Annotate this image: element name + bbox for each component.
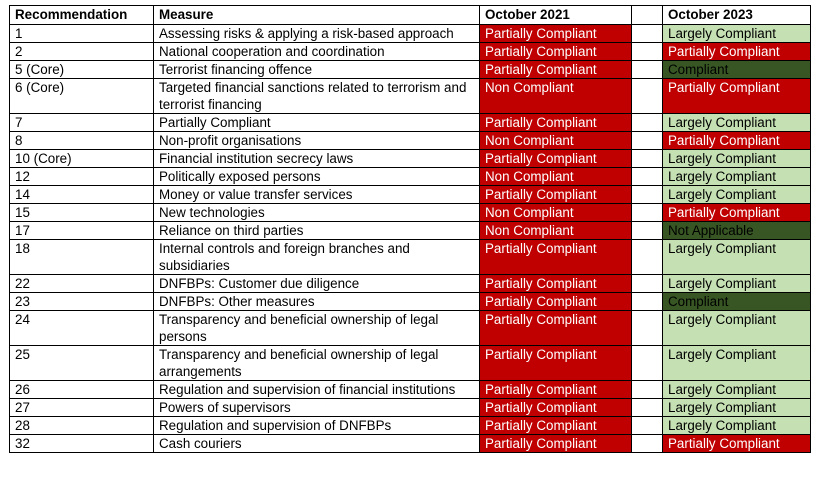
status-october-2021-cell: Partially Compliant [480,275,632,293]
measure-cell: Regulation and supervision of DNFBPs [154,417,480,435]
status-october-2021-cell: Partially Compliant [480,25,632,43]
recommendation-cell: 8 [10,132,154,150]
recommendation-cell: 15 [10,204,154,222]
measure-cell: Cash couriers [154,435,480,453]
status-october-2023-cell: Partially Compliant [663,43,811,61]
status-october-2023-cell: Largely Compliant [663,346,811,381]
status-october-2023-cell: Largely Compliant [663,399,811,417]
spacer-cell [632,293,663,311]
recommendation-cell: 1 [10,25,154,43]
measure-cell: Transparency and beneficial ownership of legal arrangements [154,346,480,381]
status-october-2021-cell: Partially Compliant [480,43,632,61]
measure-cell: Financial institution secrecy laws [154,150,480,168]
spacer-cell [632,132,663,150]
status-october-2023-cell: Largely Compliant [663,186,811,204]
spacer-cell [632,61,663,79]
header-recommendation: Recommendation [10,6,154,25]
status-october-2021-cell: Partially Compliant [480,417,632,435]
header-measure: Measure [154,6,480,25]
spacer-cell [632,43,663,61]
status-october-2021-cell: Partially Compliant [480,114,632,132]
table-row [10,43,811,61]
table-row [10,61,811,79]
status-october-2021-cell: Partially Compliant [480,61,632,79]
table-row [10,132,811,150]
recommendation-cell: 14 [10,186,154,204]
status-october-2021-cell: Partially Compliant [480,346,632,381]
status-october-2021-cell: Partially Compliant [480,293,632,311]
recommendation-cell: 23 [10,293,154,311]
table-row [10,240,811,275]
measure-cell: Transparency and beneficial ownership of legal persons [154,311,480,346]
table-row [10,150,811,168]
spacer-cell [632,381,663,399]
measure-cell: Non-profit organisations [154,132,480,150]
spacer-cell [632,417,663,435]
recommendation-cell: 6 (Core) [10,79,154,114]
status-october-2021-cell: Non Compliant [480,168,632,186]
status-october-2023-cell: Largely Compliant [663,417,811,435]
spacer-cell [632,240,663,275]
status-october-2023-cell: Compliant [663,61,811,79]
status-october-2021-cell: Partially Compliant [480,381,632,399]
recommendation-cell: 12 [10,168,154,186]
compliance-table [9,5,811,453]
measure-cell: Targeted financial sanctions related to terrorism and terrorist financing [154,79,480,114]
recommendation-cell: 26 [10,381,154,399]
measure-cell: DNFBPs: Other measures [154,293,480,311]
recommendation-cell: 24 [10,311,154,346]
status-october-2021-cell: Partially Compliant [480,186,632,204]
table-row [10,417,811,435]
spacer-cell [632,114,663,132]
table-row [10,275,811,293]
table-body [10,25,811,453]
table-row [10,25,811,43]
table-row [10,399,811,417]
status-october-2021-cell: Non Compliant [480,222,632,240]
recommendation-cell: 2 [10,43,154,61]
measure-cell: Powers of supervisors [154,399,480,417]
table-row [10,381,811,399]
spacer-cell [632,25,663,43]
status-october-2021-cell: Non Compliant [480,79,632,114]
table-row [10,79,811,114]
measure-cell: Regulation and supervision of financial institutions [154,381,480,399]
recommendation-cell: 25 [10,346,154,381]
status-october-2023-cell: Partially Compliant [663,132,811,150]
measure-cell: Reliance on third parties [154,222,480,240]
table-row [10,204,811,222]
recommendation-cell: 10 (Core) [10,150,154,168]
table-row [10,114,811,132]
spacer-cell [632,275,663,293]
table-row [10,293,811,311]
recommendation-cell: 28 [10,417,154,435]
spacer-cell [632,204,663,222]
recommendation-cell: 5 (Core) [10,61,154,79]
status-october-2023-cell: Not Applicable [663,222,811,240]
table-row [10,435,811,453]
spacer-cell [632,435,663,453]
table-row [10,346,811,381]
status-october-2021-cell: Non Compliant [480,204,632,222]
spacer-cell [632,346,663,381]
recommendation-cell: 32 [10,435,154,453]
status-october-2023-cell: Largely Compliant [663,275,811,293]
measure-cell: Terrorist financing offence [154,61,480,79]
status-october-2023-cell: Partially Compliant [663,79,811,114]
status-october-2021-cell: Partially Compliant [480,311,632,346]
spacer-cell [632,311,663,346]
status-october-2021-cell: Partially Compliant [480,240,632,275]
header-october-2021: October 2021 [480,6,632,25]
recommendation-cell: 22 [10,275,154,293]
status-october-2023-cell: Largely Compliant [663,25,811,43]
measure-cell: Politically exposed persons [154,168,480,186]
status-october-2021-cell: Partially Compliant [480,150,632,168]
status-october-2023-cell: Largely Compliant [663,240,811,275]
status-october-2023-cell: Largely Compliant [663,381,811,399]
status-october-2021-cell: Partially Compliant [480,435,632,453]
status-october-2023-cell: Largely Compliant [663,168,811,186]
measure-cell: Internal controls and foreign branches and subsidiaries [154,240,480,275]
recommendation-cell: 7 [10,114,154,132]
table-row [10,311,811,346]
header-spacer [632,6,663,25]
status-october-2023-cell: Partially Compliant [663,435,811,453]
header-row [10,6,811,25]
spacer-cell [632,150,663,168]
spacer-cell [632,79,663,114]
table-row [10,222,811,240]
header-october-2023: October 2023 [663,6,811,25]
spacer-cell [632,168,663,186]
status-october-2023-cell: Compliant [663,293,811,311]
measure-cell: National cooperation and coordination [154,43,480,61]
measure-cell: Partially Compliant [154,114,480,132]
measure-cell: DNFBPs: Customer due diligence [154,275,480,293]
status-october-2023-cell: Partially Compliant [663,204,811,222]
recommendation-cell: 17 [10,222,154,240]
measure-cell: New technologies [154,204,480,222]
status-october-2021-cell: Partially Compliant [480,399,632,417]
recommendation-cell: 27 [10,399,154,417]
measure-cell: Money or value transfer services [154,186,480,204]
spacer-cell [632,222,663,240]
table-row [10,168,811,186]
status-october-2023-cell: Largely Compliant [663,114,811,132]
status-october-2021-cell: Non Compliant [480,132,632,150]
measure-cell: Assessing risks & applying a risk-based approach [154,25,480,43]
spacer-cell [632,399,663,417]
status-october-2023-cell: Largely Compliant [663,150,811,168]
status-october-2023-cell: Largely Compliant [663,311,811,346]
spacer-cell [632,186,663,204]
recommendation-cell: 18 [10,240,154,275]
table-row [10,186,811,204]
